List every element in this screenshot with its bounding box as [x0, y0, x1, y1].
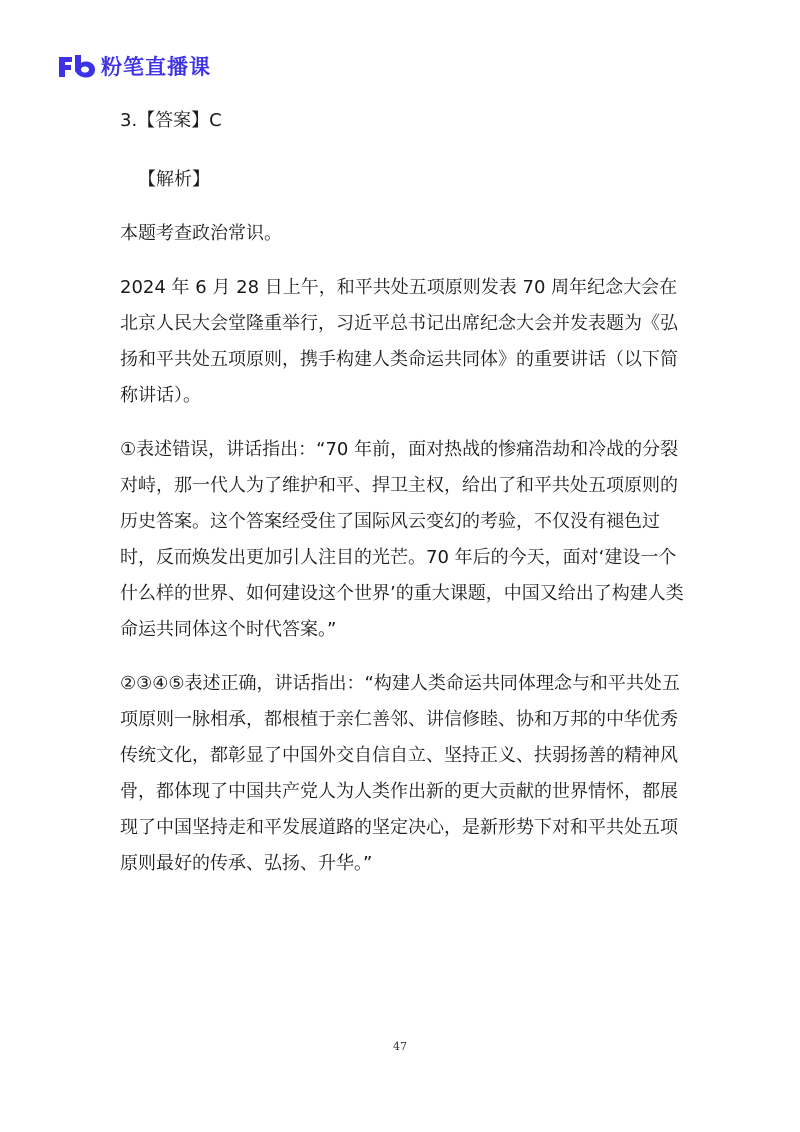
paragraph-topic: 本题考查政治常识。 [120, 223, 282, 244]
page-number: 47 [393, 1040, 407, 1053]
paragraph-option-1: ①表述错误，讲话指出：“70 年前，面对热战的惨痛浩劫和冷战的分裂对峙，那一代人为了维护和平、捍卫主权，给出了和平共处五项原则的历史答案。这个答案经受住了国际风云变幻的考验，不仅没有褪色过时，反而焕发出更加引人注目的光芒。70 年后的今天，面对‘建设一个什么样的世界、如何建设这个世界’的重大课题，中国又给出了构建人类命运共同体这个时代答案。” [120, 439, 684, 640]
document-body [120, 103, 690, 900]
paragraph-background: 2024 年 6 月 28 日上午，和平共处五项原则发表 70 周年纪念大会在北京人民大会堂隆重举行，习近平总书记出席纪念大会并发表题为《弘扬和平共处五项原则，携手构建人类命运共同体》的重要讲话（以下简称讲话）。 [120, 277, 678, 406]
analysis-label: 【解析】 [138, 169, 210, 190]
brand-logo [57, 54, 211, 80]
fenbi-logo-icon [57, 54, 97, 80]
brand-name: 粉笔直播课 [101, 55, 211, 79]
answer-heading: 3.【答案】C [120, 110, 222, 131]
paragraph-options-2-5: ②③④⑤表述正确，讲话指出：“构建人类命运共同体理念与和平共处五项原则一脉相承，都根植于亲仁善邻、讲信修睦、协和万邦的中华优秀传统文化，都彰显了中国外交自信自立、坚持正义、扶弱扬善的精神风骨，都体现了中国共产党人为人类作出新的更大贡献的世界情怀，都展现了中国坚持走和平发展道路的坚定决心，是新形势下对和平共处五项原则最好的传承、弘扬、升华。” [120, 673, 680, 874]
